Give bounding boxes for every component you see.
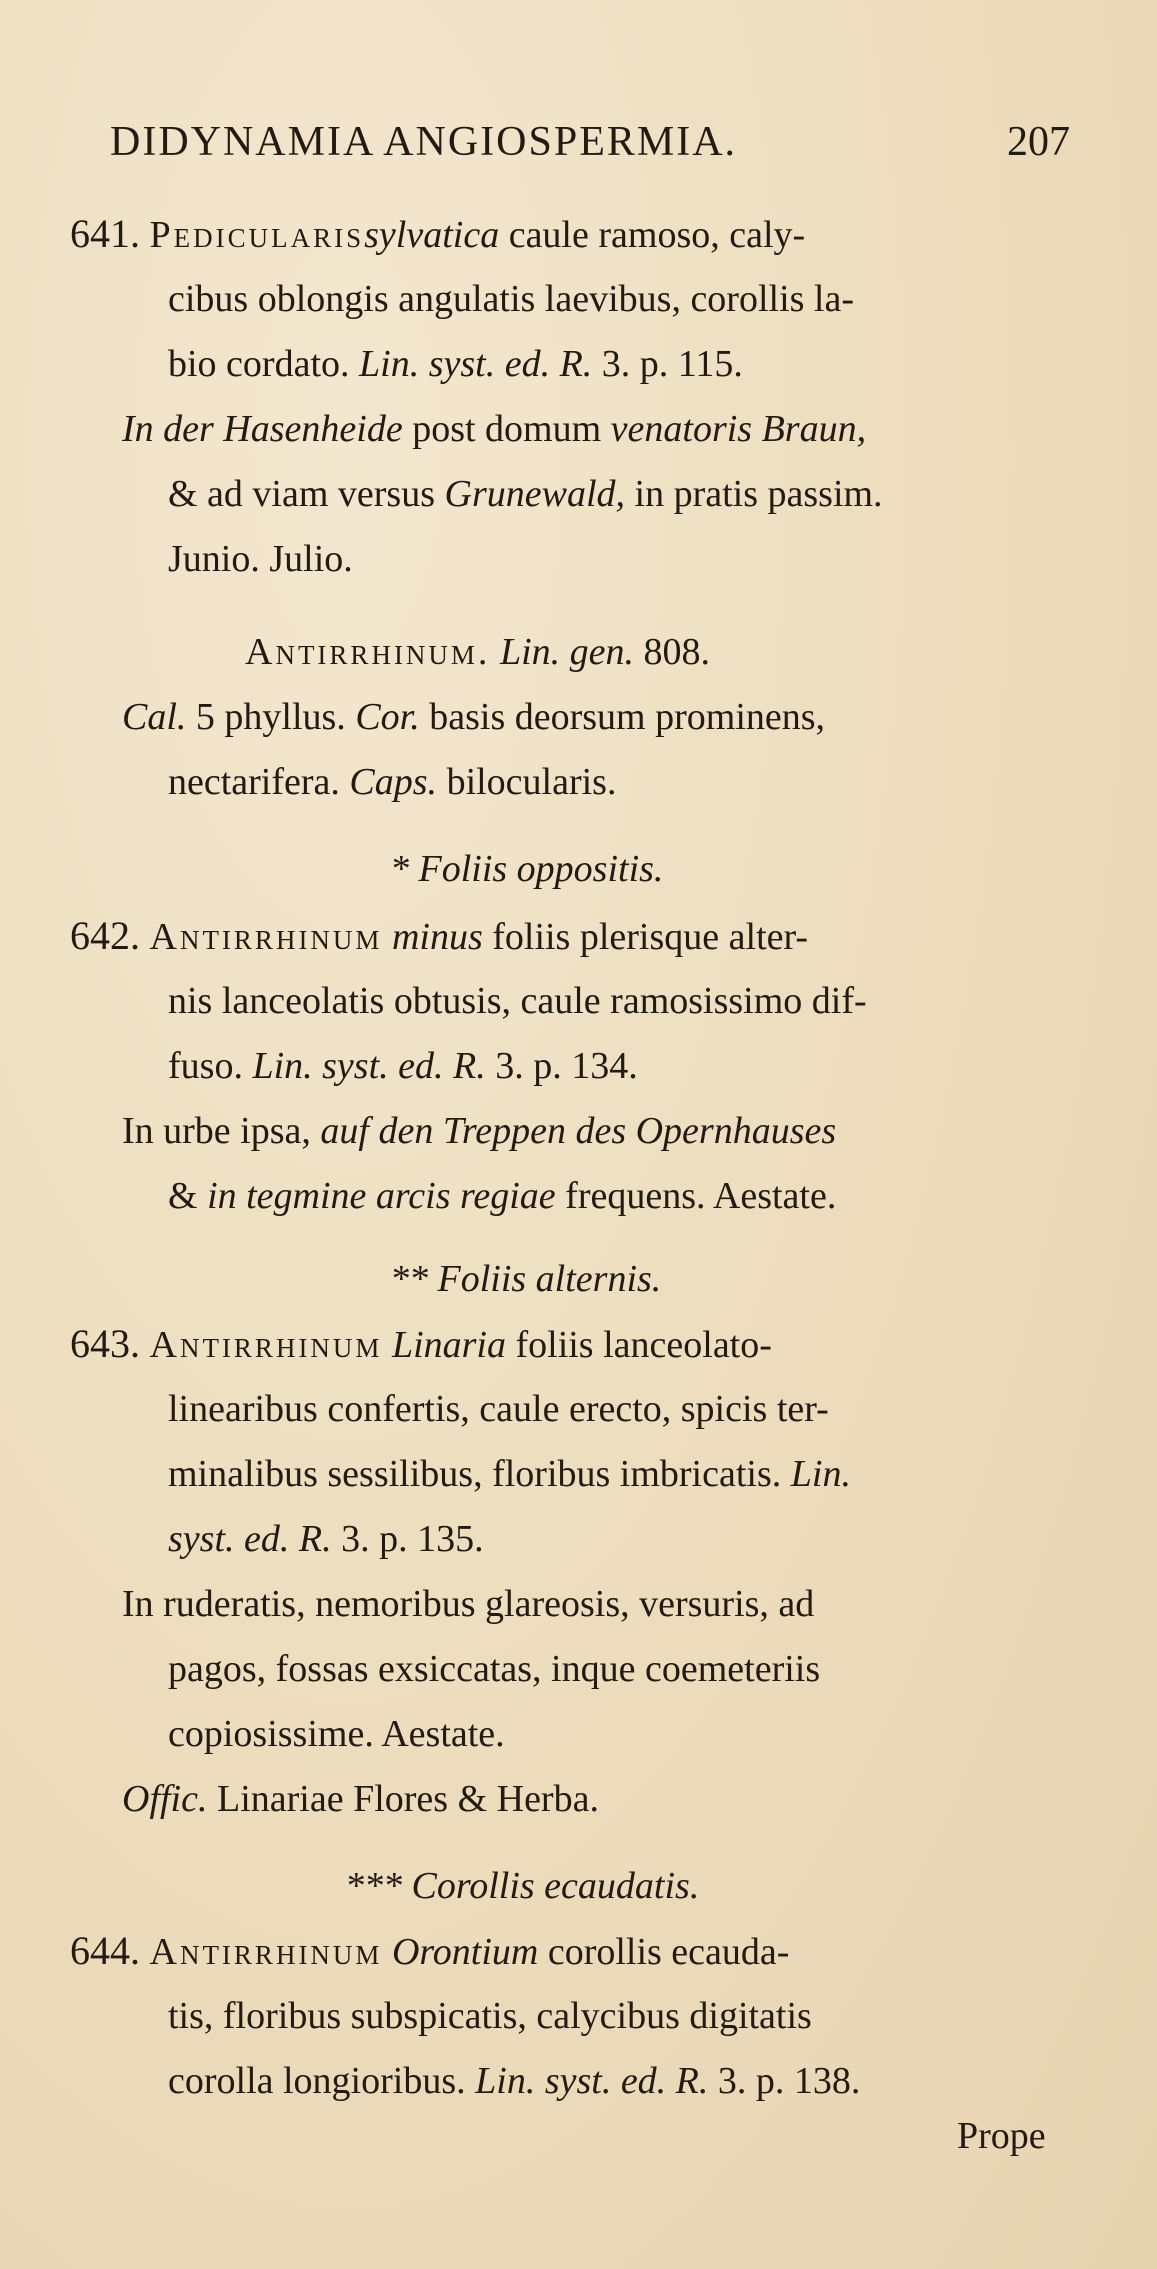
- entry-643-line-7: [168, 1710, 505, 1758]
- entry-642-line-1: [70, 912, 808, 961]
- entry-641-line-5: [168, 470, 883, 518]
- species-name: sylvatica: [364, 214, 500, 256]
- citation: Lin.: [790, 1453, 851, 1495]
- text: nectarifera.: [168, 761, 340, 803]
- entry-643-line-8: [122, 1775, 599, 1823]
- text: Linariae Flores & Herba.: [216, 1778, 599, 1820]
- text: 3. p. 138.: [717, 2060, 861, 2102]
- entry-643-line-6: [168, 1645, 820, 1693]
- text: In urbe ipsa,: [122, 1110, 311, 1152]
- entry-number: 641.: [70, 211, 140, 256]
- entry-number: 643.: [70, 1321, 140, 1366]
- text: corolla longioribus.: [168, 2060, 466, 2102]
- citation: syst. ed. R.: [168, 1518, 332, 1560]
- text: minalibus sessilibus, floribus imbricatis.: [168, 1453, 782, 1495]
- catchword: [957, 2112, 1046, 2160]
- text: foliis lanceolato-: [515, 1324, 772, 1366]
- citation: Lin. syst. ed. R.: [359, 343, 593, 385]
- text: 5 phyllus.: [195, 696, 346, 738]
- text: basis deorsum prominens,: [429, 696, 826, 738]
- locality: In der Hasenheide: [122, 408, 403, 450]
- text: 3. p. 134.: [495, 1045, 638, 1087]
- entry-641-line-6: [168, 535, 353, 583]
- catchword-text: Prope: [957, 2115, 1046, 2157]
- genus-name: Antirrhinum: [149, 916, 383, 958]
- locality: auf den Treppen des Opernhauses: [320, 1110, 837, 1152]
- text: fuso.: [168, 1045, 243, 1087]
- entry-642-line-2: [168, 977, 867, 1025]
- text: foliis plerisque alter-: [492, 916, 809, 958]
- section-heading: [390, 1255, 661, 1303]
- citation: Lin. gen.: [499, 631, 634, 673]
- text: In ruderatis, nemoribus glareosis, versuris, ad: [122, 1583, 815, 1625]
- text: bio cordato.: [168, 343, 350, 385]
- text: frequens. Aestate.: [565, 1175, 837, 1217]
- section-title: * Foliis oppositis.: [390, 848, 664, 890]
- species-name: Orontium: [391, 1931, 539, 1973]
- entry-number: 644.: [70, 1928, 140, 1973]
- text: Junio. Julio.: [168, 538, 353, 580]
- section-title: ** Foliis alternis.: [390, 1258, 662, 1300]
- entry-642-line-5: [168, 1172, 836, 1220]
- entry-643-line-4: [168, 1515, 484, 1563]
- species-name: minus: [391, 916, 483, 958]
- text: 808.: [643, 631, 710, 673]
- locality: Grunewald,: [444, 473, 626, 515]
- genus-name: Antirrhinum: [149, 1324, 383, 1366]
- term: Cor.: [355, 696, 420, 738]
- locality: in tegmine arcis regiae: [207, 1175, 556, 1217]
- text: 3. p. 115.: [601, 343, 743, 385]
- entry-644-line-1: [70, 1927, 789, 1976]
- entry-642-line-3: [168, 1042, 638, 1090]
- text: linearibus confertis, caule erecto, spicis ter-: [168, 1388, 829, 1430]
- text: corollis ecauda-: [547, 1931, 790, 1973]
- genus-name: Antirrhinum: [149, 1931, 383, 1973]
- entry-641-line-2: [168, 275, 854, 323]
- text: 3. p. 135.: [341, 1518, 484, 1560]
- text: &: [168, 1175, 198, 1217]
- text: bilocularis.: [446, 761, 617, 803]
- entry-number: 642.: [70, 913, 140, 958]
- genus-name: Antirrhinum.: [245, 631, 491, 673]
- term: Cal.: [122, 696, 187, 738]
- genus-heading: [245, 628, 710, 676]
- page-title: DIDYNAMIA ANGIOSPERMIA.: [110, 119, 738, 165]
- running-header: [110, 118, 1070, 178]
- entry-643-line-5: [122, 1580, 814, 1628]
- entry-643-line-3: [168, 1450, 851, 1498]
- entry-644-line-3: [168, 2057, 860, 2105]
- term: Offic.: [122, 1778, 208, 1820]
- text: post domum: [412, 408, 602, 450]
- term: Caps.: [349, 761, 438, 803]
- text: pagos, fossas exsiccatas, inque coemeteriis: [168, 1648, 821, 1690]
- text: cibus oblongis angulatis laevibus, corollis la-: [168, 278, 855, 320]
- section-heading: [390, 845, 663, 893]
- entry-642-line-4: [122, 1107, 836, 1155]
- citation: Lin. syst. ed. R.: [252, 1045, 486, 1087]
- locality: venatoris Braun,: [610, 408, 867, 450]
- page-number: 207: [1007, 119, 1070, 165]
- entry-644-line-2: [168, 1992, 812, 2040]
- entry-643-line-1: [70, 1320, 772, 1369]
- text: nis lanceolatis obtusis, caule ramosissimo dif-: [168, 980, 867, 1022]
- text: copiosissime. Aestate.: [168, 1713, 505, 1755]
- genus-name: Pedicularis: [149, 214, 365, 256]
- genus-description-1: [122, 693, 825, 741]
- section-title: *** Corollis ecaudatis.: [345, 1865, 700, 1907]
- entry-641-line-1: [70, 210, 805, 259]
- entry-641-line-4: [122, 405, 866, 453]
- text: caule ramoso, caly-: [508, 214, 806, 256]
- entry-643-line-2: [168, 1385, 829, 1433]
- entry-641-line-3: [168, 340, 743, 388]
- citation: Lin. syst. ed. R.: [475, 2060, 709, 2102]
- genus-description-2: [168, 758, 616, 806]
- text: in pratis passim.: [634, 473, 883, 515]
- text: & ad viam versus: [168, 473, 436, 515]
- species-name: Linaria: [391, 1324, 506, 1366]
- text: tis, floribus subspicatis, calycibus digitatis: [168, 1995, 812, 2037]
- section-heading: [345, 1862, 699, 1910]
